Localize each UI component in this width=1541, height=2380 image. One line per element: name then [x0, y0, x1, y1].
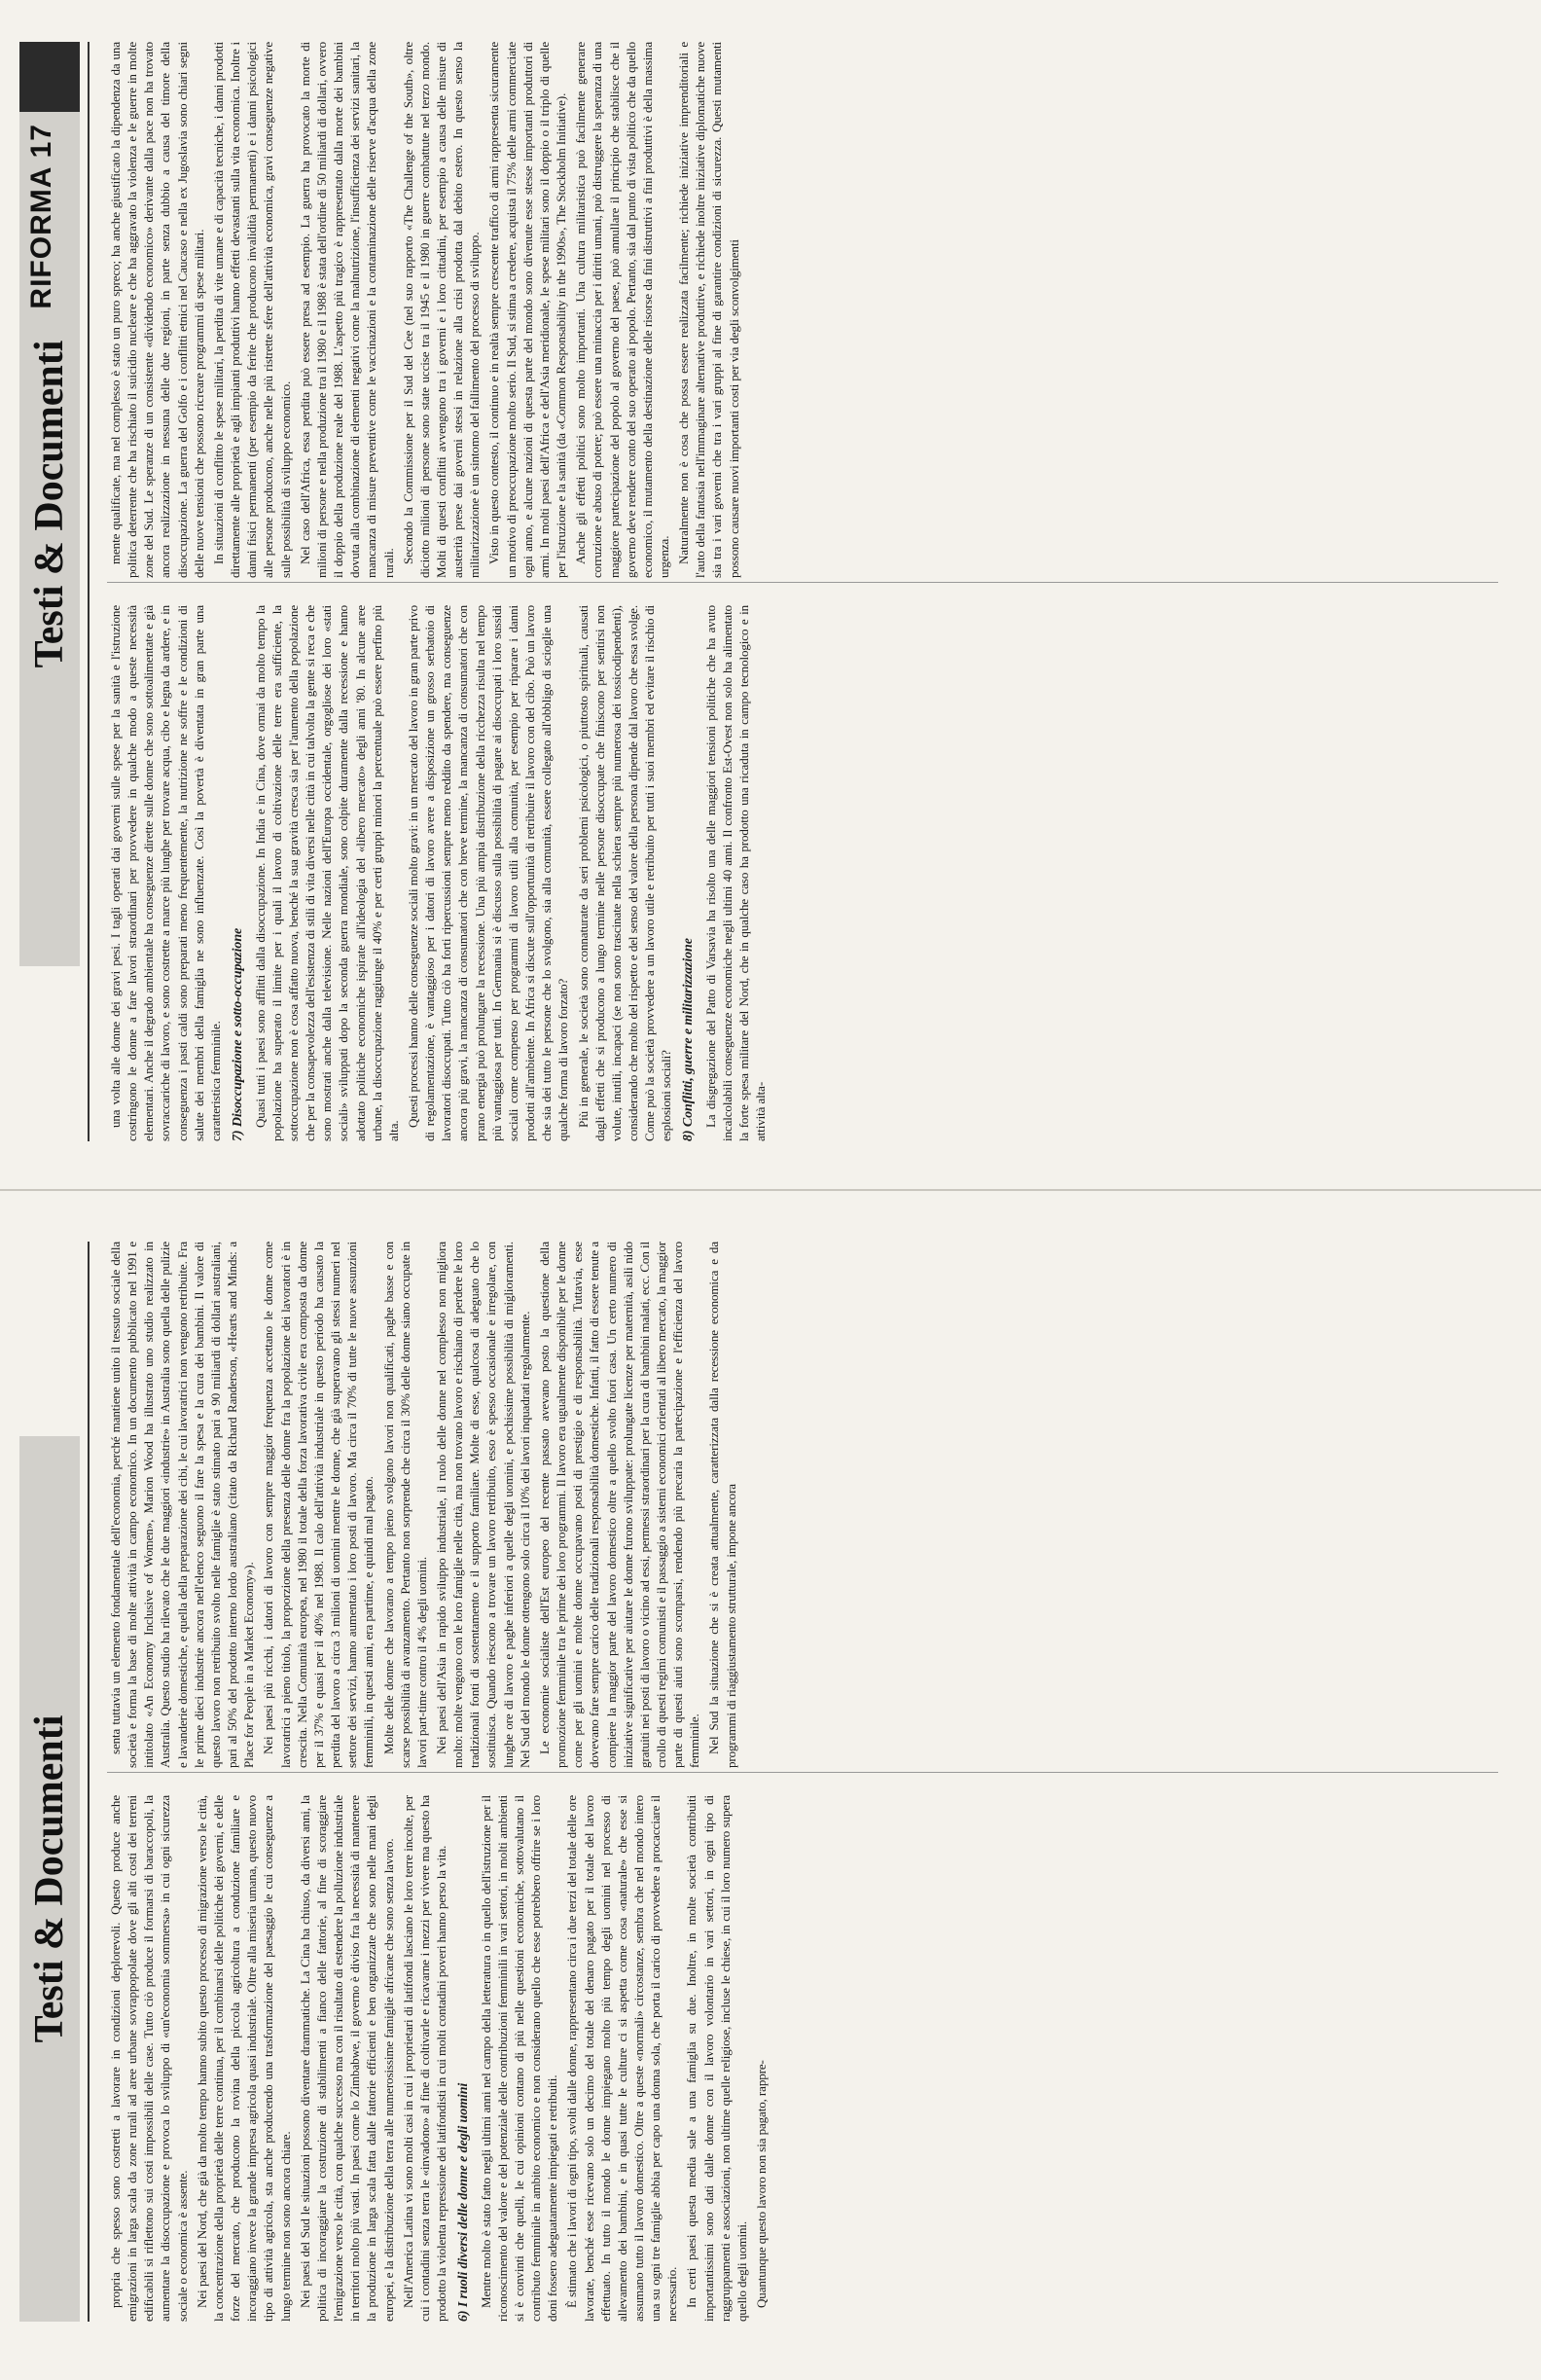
paragraph: In situazioni di conflitto le spese militari, la perdita di vite umane e di capacità tecniche, i danni prodotti direttamente alle proprietà e agli impianti produttivi hanno effetti devastanti sulla vita economica. Inoltre i danni fisici permanenti (per esempio da ferite che producono invalidità permanenti) e i danni psicologici alle persone producono, anche nelle più ristrette sfere dell'attività economica, gravi conseguenze negative sulle possibilità di sviluppo economico.: [210, 42, 293, 578]
paragraph: propria che spesso sono costretti a lavorare in condizioni deplorevoli. Questo produce anche emigrazioni in larga scala da zone rurali ad aree urbane sovrappopolate dove gli alti costi dei terreni edificabili si riflettono sui costi impossibili delle case. Tutto ciò produce il formarsi di baraccopoli, la aumentare la disoccupazione e provoca lo sviluppo di «un'economia sommersa» in cui ogni sicurezza sociale o economica è assente.: [108, 1795, 190, 2322]
page-16: [0, 1190, 1541, 2380]
paragraph: Questi processi hanno delle conseguenze sociali molto gravi: in un mercato del lavoro in gran parte privo di regolamentazione, è vantaggioso per i datori di lavoro avere a disposizione un grosso serbatoio di lavoratori disoccupati. Tutto ciò ha forti ripercussioni sempre meno reddito da spendere, ma conseguenze ancora più gravi, la mancanza di consumatori che con breve termine, la mancanza di consumatori che con prano energia può prolungare la recessione. Una più ampia distribuzione della ricchezza risulta nel tempo più vantaggiosa per tutti. In Germania si è discusso sulla possibilità di pagare ai disoccupati i loro sussidi sociali come compenso per programmi di lavoro utili alla comunità, per esempio per riparare i danni prodotti all'ambiente. In Africa si discute sull'opportunità di retribuire il lavoro con del cibo. Può un lavoro che sia dei tutto le persone che lo svolgono, sia alla comunità, essere collegato all'obbligo di scioglie una qualche forma di lavoro forzato?: [405, 605, 571, 1141]
section-band: [19, 1436, 80, 2322]
paragraph: una volta alle donne dei gravi pesi. I tagli operati dai governi sulle spese per la sanità e l'istruzione costringono le donne a fare lavori straordinari per provvedere in qualche modo a queste necessità elementari. Anche il degrado ambientale ha conseguenze dirette sulle donne che sono sottoalimentate e già sovraccariche di lavoro, e sono costrette a marce più lunghe per trovare acqua, cibo e legna da ardere, e in conseguenza i pasti caldi sono preparati meno frequentemente, la nutrizione ne soffre e le condizioni di salute dei membri della famiglia ne sono influenzate. Così la povertà è diventata in gran parte una caratteristica femminile.: [108, 605, 223, 1141]
paragraph: Molte delle donne che lavorano a tempo pieno svolgono lavori non qualificati, paghe basse e con scarse possibilità di avanzamento. Pertanto non sorprende che circa il 30% delle donne siano occupate in lavori part-time contro il 4% degli uomini.: [380, 1242, 429, 1768]
article-column: [107, 42, 1498, 578]
paragraph: mente qualificate, ma nel complesso è stato un puro spreco; ha anche giustificato la dipendenza da una politica deterrente che ha rischiato il suicidio nucleare e che ha aggravato la violenza e le guerre in molte zone del Sud. Le speranze di un consistente «dividendo economico» derivante dalla pace non ha trovato ancora realizzazione in nessuna delle due regioni, in parte senza dubbio a causa del timore della disoccupazione. La guerra del Golfo e i conflitti etnici nel Caucaso e nella ex Jugoslavia sono chiari segni delle nuove tensioni che possono ricreare programmi di spese militari.: [108, 42, 206, 578]
folio-label: [25, 124, 58, 309]
section-heading: 7) Disoccupazione e sotto-occupazione: [231, 927, 246, 1141]
header-rule: [88, 1242, 90, 2322]
paragraph: Nel caso dell'Africa, essa perdita può essere presa ad esempio. La guerra ha provocato la morte di milioni di persone e nella produzione tra il 1980 e il 1988 è stata dell'ordine di 50 miliardi di dollari, ovvero il doppio della produzione reale del 1988. L'aspetto più tragico è rappresentato dalla morte dei bambini dovuta alla combinazione di elementi negativi come la malnutrizione, l'insufficienza dei servizi sanitari, la mancanza di misure preventive come le vaccinazioni e la contaminazione delle riserve d'acqua della zone rurali.: [297, 42, 396, 578]
paragraph: Più in generale, le società sono connaturate da seri problemi psicologici, o piuttosto spirituali, causati dagli effetti che si producono a lungo termine nelle persone disoccupate che finiscono per sentirsi non volute, inutili, incapaci (se non sono trascinate nella schiera sempre più numerosa dei tossicodipendenti), considerando che molto del rispetto e del senso del valore della persona dipende dal lavoro che essa svolge. Come può la società provvedere a un lavoro utile e retribuito per tutti i suoi membri ed evitare il rischio di esplosioni sociali?: [575, 605, 674, 1141]
paragraph: Quasi tutti i paesi sono afflitti dalla disoccupazione. In India e in Cina, dove ormai da molto tempo la popolazione ha superato il limite per i quali il lavoro di coltivazione delle terre era sufficiente, la sottoccupazione non è cosa affatto nuova, benché la sua gravità cresca sia per l'aumento della popolazione che per la consapevolezza dell'esistenza di stili di vita diversi nelle città in cui talvolta la gente si reca e che sono mostrati anche dalla televisione. Nelle nazioni dell'Europa occidentale, orgogliose dei loro «stati sociali» sviluppati dopo la seconda guerra mondiale, sono colpite duramente dalla recessione e hanno adottato politiche economiche ispirate all'ideologia del «libero mercato» degli anni '80. In alcune aree urbane, la disoccupazione raggiunge il 40% e per certi gruppi minori la percentuale può essere perfino più alta.: [252, 605, 401, 1141]
paragraph: Secondo la Commissione per il Sud del Cee (nel suo rapporto «The Challenge of the South», oltre diciotto milioni di persone sono state uccise tra il 1945 e il 1980 in guerre combattute nel terzo mondo. Molti di questi conflitti avvengono tra i governi e i loro cittadini, per esempio a causa delle misure di austerità prese dai governi stessi in relazione alla crisi prodotta dal debito estero. In questo senso la militarizzazione è un sintomo del fallimento del processo di sviluppo.: [400, 42, 483, 578]
paragraph: Mentre molto è stato fatto negli ultimi anni nel campo della letteratura o in quello dell'istruzione per il riconoscimento del valore e del potenziale delle contribuzioni femminili in vari settori, in molti ambienti si è convinti che quelli, le cui opinioni contano di più nelle questioni economiche, sottovalutano il contributo femminile in ambito economico e non considerano quello che esse potrebbero offrire se i loro doni fossero adeguatamente impiegati e retribuiti.: [478, 1795, 560, 2322]
paragraph: La disgregazione del Patto di Varsavia ha risolto una delle maggiori tensioni politiche che ha avuto incalcolabili conseguenze economiche negli ultimi 40 anni. Il confronto Est-Ovest non solo ha alimentato la forte spesa militare del Nord, che in qualche caso ha prodotto una ricaduta in campo tecnologico e in attività alta-: [702, 605, 769, 1141]
paragraph: Nei paesi più ricchi, i datori di lavoro con sempre maggior frequenza accettano le donne come lavoratrici a pieno titolo, la proporzione della presenza delle donne fra la popolazione dei lavoratori è in crescita. Nella Comunità europea, nel 1980 il totale della forza lavorativa civile era composta da donne per il 37% e quasi per il 40% nel 1988. Il calo dell'attività industriale in questo periodo ha causato la perdita del lavoro a circa 3 milioni di uomini mentre le donne, che già superavano gli stessi numeri nel settore dei servizi, hanno aumentato i loro posti di lavoro. Ma circa il 70% di tutte le nuove assunzioni femminili, in questi anni, era partime, e quindi mal pagato.: [261, 1242, 376, 1768]
paragraph: senta tuttavia un elemento fondamentale dell'economia, perché mantiene unito il tessuto sociale della società e forma la base di molte attività in campo economico. In un documento pubblicato nel 1991 e intitolato «An Economy Inclusive of Women», Marion Wood ha illustrato uno studio realizzato in Australia. Questo studio ha rilevato che le due maggiori «industrie» in Australia sono quella delle pulizie e lavanderie domestiche, e quella della preparazione dei cibi, le cui lavoratrici non vengono retribuite. Fra le prime dieci industrie ancora nell'elenco seguono il fare la spesa e la cura dei bambini. Il valore di questo lavoro non retribuito svolto nelle famiglie è stato stimato pari a 90 miliardi di dollari australiani, pari al 50% del prodotto interno lordo australiano (citato da Richard Randerson, «Hearts and Minds: a Place for People in a Market Economy»).: [108, 1242, 257, 1768]
article-column: [107, 605, 1498, 1141]
paragraph: Quantunque questo lavoro non sia pagato, rappre-: [754, 2060, 770, 2308]
folio-marker: [19, 42, 80, 112]
section-heading: 6) I ruoli diversi delle donne e degli uomini: [456, 2082, 472, 2322]
column-divider: [107, 1772, 1498, 1773]
article-column: [107, 1242, 1498, 1768]
paragraph: Nei paesi del Sud le situazioni possono diventare drammatiche. La Cina ha chiuso, da diversi anni, la politica di incoraggiare la costruzione di stabilimenti a fianco delle fattorie, al fine di scoraggiare l'emigrazione verso le città, con qualche successo ma con il risultato di estendere la polluzione industriale in territori molto più vasti. In paesi come lo Zimbabwe, il governo è diviso fra la necessità di mantenere la produzione in larga scala fatta dalle fattorie efficienti e ben organizzate che sono nelle mani degli europei, e la distribuzione della terra alle numerosissime famiglie africane che sono senza lavoro.: [297, 1795, 396, 2322]
section-heading: 8) Conflitti, guerre e militarizzazione: [681, 938, 697, 1141]
column-divider: [107, 582, 1498, 583]
paragraph: Nell'America Latina vi sono molti casi in cui i proprietari di latifondi lasciano le loro terre incolte, per cui i contadini senza terra le «invadono» al fine di coltivarle e ricavarne i mezzi per vivere ma questo ha prodotto la violenta repressione dei latifondisti in cui molti contadini poveri hanno perso la vita.: [400, 1795, 448, 2322]
section-title: Testi & Documenti: [27, 1714, 72, 2043]
paragraph: In certi paesi questa media sale a una famiglia su due. Inoltre, in molte società contribuiti importantissimi sono dati dalle donne con il lavoro volontario in vari settori, in ogni tipo di raggruppamenti e associazioni, non ultime quelle religiose, incluse le chiese, in cui il loro numero supera quello degli uomini.: [684, 1795, 749, 2322]
page-17-article-columns: [107, 42, 1498, 1141]
running-head: [19, 1242, 80, 2322]
running-head: [19, 42, 80, 1141]
page-number: 17: [25, 124, 57, 159]
paragraph: Le economie socialiste dell'Est europeo del recente passato avevano posto la questione della promozione femminile tra le prime dei loro programmi. Il lavoro era ugualmente disponibile per le donne come per gli uomini e molte donne occupavano posti di prestigio e di responsabilità. Tuttavia, esse dovevano fare sempre carico delle tradizionali responsabilità domestiche. Infatti, il fatto di essere tenute a compiere la maggior parte del lavoro domestico oltre a quello svolto fuori casa. Un certo numero di iniziative significative per aiutare le donne furono sviluppate: prolungate licenze per maternità, asili nido gratuiti nei posti di lavoro o vicino ad essi, permessi straordinari per la cura di bambini malati, ecc. Con il crollo di questi regimi comunisti e il passaggio a sistemi economici orientati al libero mercato, la maggior parte di questi aiuti sono scomparsi, rendendo più precaria la partecipazione e l'efficienza del lavoro femminile.: [536, 1242, 702, 1768]
page-16-article-columns: [107, 1242, 1498, 2322]
paragraph: Visto in questo contesto, il continuo e in realtà sempre crescente traffico di armi rappresenta sicuramente un motivo di preoccupazione molto serio. Il Sud, si stima a credere, acquista il 75% delle armi commerciate ogni anno, e alcune nazioni di questa parte del mondo sono divenute esse stesse importanti produttori di armi. In molti paesi dell'Africa e dell'Asia meridionale, le spese militari sono il doppio o il triplo di quelle per l'istruzione e la sanità (da «Common Responsability in the 1990s», The Stockholm Initiative).: [486, 42, 569, 578]
paragraph: Nei paesi del Nord, che già da molto tempo hanno subito questo processo di migrazione verso le città, la concentrazione della proprietà delle terre continua, per il combinarsi delle politiche dei governi, e delle forze del mercato, che producono la rovina della piccola agricoltura a conduzione familiare e incoraggiano invece la grande impresa agricola quasi industriale. Oltre alla miseria umana, questo nuovo tipo di attività agricola, sta anche producendo una trasformazione del paesaggio le cui conseguenze a lungo termine non sono ancora chiare.: [194, 1795, 293, 2322]
paragraph: Anche gli effetti politici sono molto importanti. Una cultura militaristica può facilmente generare corruzione e abuso di potere; può essere una minaccia per i diritti umani, può distruggere la speranza di una maggiore partecipazione del popolo al governo del paese, può annullare il principio che stabilisce che il governo deve rendere conto del suo operato ai popolo. Pertanto, sia dal punto di vista politico che da quello economico, il mutamento della destinazione delle risorse da fini distruttivi a fini produttivi è della massima urgenza.: [573, 42, 671, 578]
section-title: Testi & Documenti: [27, 340, 72, 668]
paragraph: Nei paesi dell'Asia in rapido sviluppo industriale, il ruolo delle donne nel complesso non migliora molto: molte vengono con le loro famiglie nelle città, ma non trovano lavoro e rischiano di perdere le loro tradizionali fonti di sostentamento e il supporto familiare. Molte di esse, qualcosa di adeguato che lo sostituisca. Quando riescono a trovare un lavoro retribuito, esso è spesso occasionale e irregolare, con lunghe ore di lavoro e paghe inferiori a quelle degli uomini, e pochissime possibilità di miglioramenti. Nel Sud del mondo le donne ottengono solo circa il 10% dei lavori inquadrati regolarmente.: [433, 1242, 532, 1768]
paragraph: Naturalmente non è cosa che possa essere realizzata facilmente; richiede iniziative imprenditoriali e l'auto della fantasia nell'immaginare alternative produttive, e richiede inoltre iniziative diplomatiche nuove sia tra i vari governi che tra i vari gruppi al fine di garantire condizioni di sicurezza. Questi mutamenti possono causare nuovi importanti costi per via degli sconvolgimenti: [676, 42, 741, 578]
paragraph: È stimato che i lavori di ogni tipo, svolti dalle donne, rappresentano circa i due terzi del totale delle ore lavorate, benché esse ricevano solo un decimo del totale del denaro pagato per il totale del lavoro effettuato. In tutto il mondo le donne impiegano molto più tempo degli uomini nel processo di allevamento dei bambini, e in quasi tutte le culture ci si aspetta come cosa «naturale» che esse si assumano tutto il lavoro domestico. Oltre a queste «normali» circostanze, sembra che nel mondo intero una su ogni tre famiglie abbia per capo una donna sola, che porta il carico di provvedere a procacciare il necessario.: [564, 1795, 680, 2322]
running-head-name: RIFORMA: [25, 166, 57, 309]
header-rule: [88, 42, 90, 1141]
article-column: [107, 1795, 1498, 2322]
paragraph: Nel Sud la situazione che si è creata attualmente, caratterizzata dalla recessione economica e da programmi di riaggiustamento strutturale, impone ancora: [706, 1242, 738, 1768]
